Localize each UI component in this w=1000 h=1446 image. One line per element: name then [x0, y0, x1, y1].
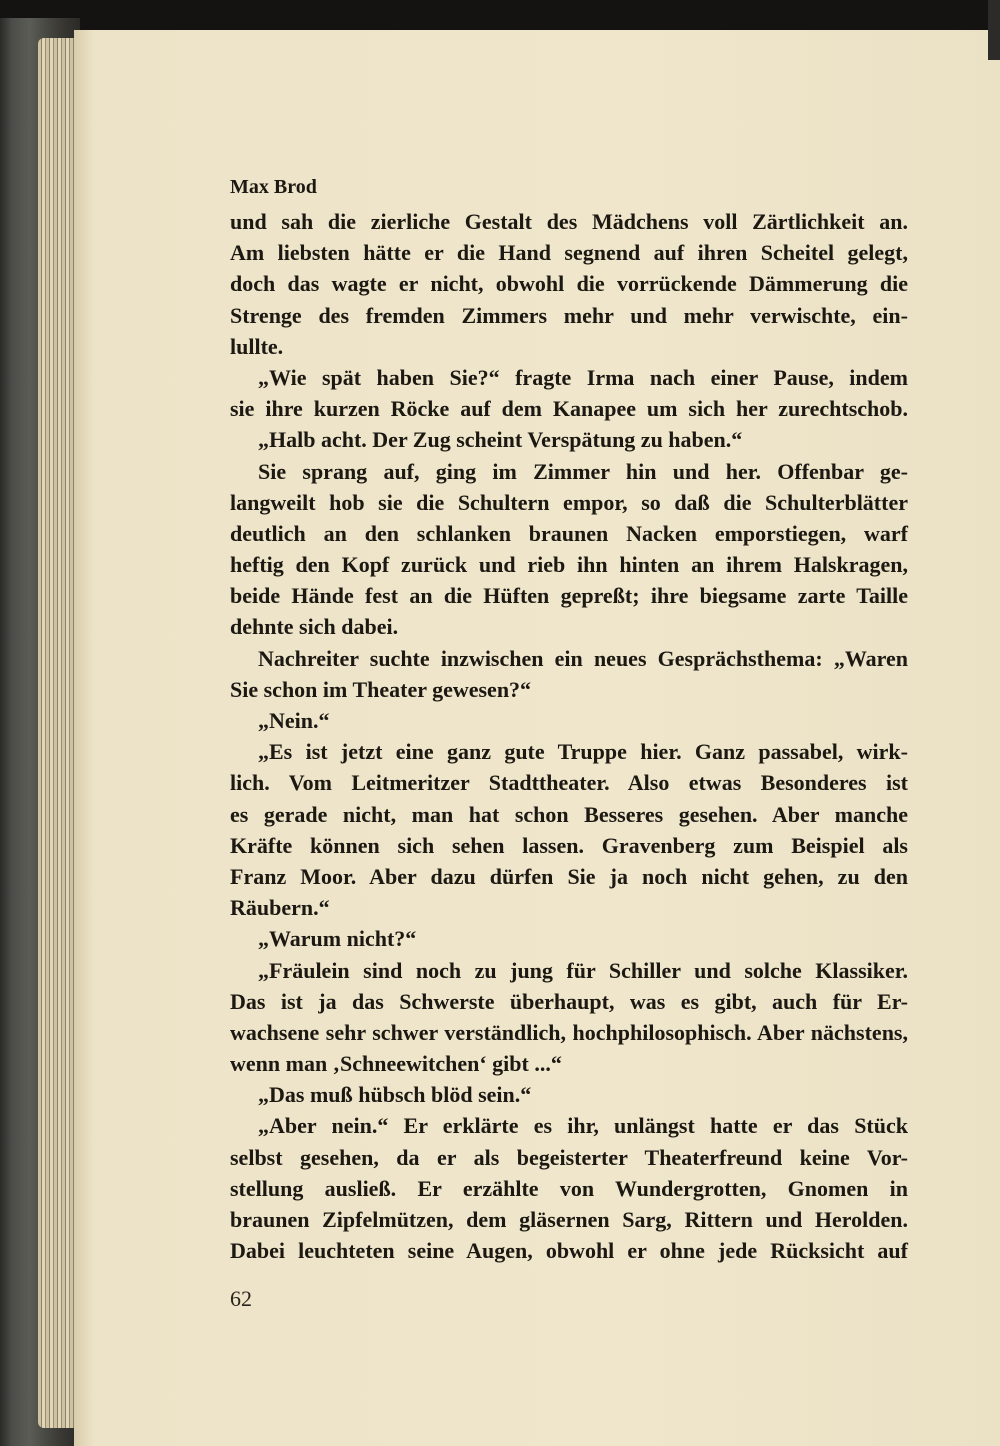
page-text [230, 173, 908, 1266]
text-line: Sie schon im Theater gewesen?“ [230, 676, 532, 702]
text-line: dehnte sich dabei. [230, 614, 399, 640]
running-head: Max Brod [230, 176, 317, 198]
text-line: und sah die zierliche Gestalt des Mädchens voll Zärtlichkeit an. [230, 209, 908, 234]
text-line: Am liebsten hätte er die Hand segnend auf ihren Scheitel gelegt, [230, 240, 908, 266]
text-line: lich. Vom Leitmeritzer Stadttheater. Also etwas Besonderes ist [230, 770, 908, 796]
text-line: lullte. [230, 333, 284, 359]
text-line: Das ist ja das Schwerste überhaupt, was es gibt, auch für Er- [230, 988, 908, 1014]
text-line: sie ihre kurzen Röcke auf dem Kanapee um sich her zurechtschob. [230, 396, 908, 422]
text-line: wenn man ‚Schneewitchen‘ gibt ...“ [230, 1051, 562, 1077]
text-line: „Nein.“ [258, 708, 330, 733]
text-line: „Halb acht. Der Zug scheint Verspätung zu haben.“ [258, 427, 743, 453]
body-text [230, 206, 908, 1266]
text-line: doch das wagte er nicht, obwohl die vorrückende Dämmerung die [230, 271, 908, 297]
text-line: „Das muß hübsch blöd sein.“ [258, 1082, 532, 1108]
text-line: Sie sprang auf, ging im Zimmer hin und her. Offenbar ge- [258, 458, 908, 484]
text-line: „Aber nein.“ Er erklärte es ihr, unlängst hatte er das Stück [258, 1113, 908, 1139]
text-line: langweilt hob sie die Schultern empor, so daß die Schulterblätter [230, 489, 908, 515]
scan-border-top [0, 0, 1000, 30]
text-line: braunen Zipfelmützen, dem gläsernen Sarg, Rittern und Herolden. [230, 1207, 908, 1232]
page-number: 62 [230, 1286, 252, 1311]
text-line: stellung ausließ. Er erzählte von Wundergrotten, Gnomen in [230, 1175, 908, 1201]
text-line: beide Hände fest an die Hüften gepreßt; ihre biegsame zarte Taille [230, 583, 908, 609]
text-line: „Es ist jetzt eine ganz gute Truppe hier. Ganz passabel, wirk- [258, 739, 908, 765]
text-line: Franz Moor. Aber dazu dürfen Sie ja noch nicht gehen, zu den [230, 863, 908, 889]
text-line: „Wie spät haben Sie?“ fragte Irma nach einer Pause, indem [258, 364, 908, 390]
text-line: Strenge des fremden Zimmers mehr und mehr verwischte, ein- [230, 302, 908, 328]
text-line: es gerade nicht, man hat schon Besseres gesehen. Aber manche [230, 801, 908, 827]
text-line: heftig den Kopf zurück und rieb ihn hinten an ihrem Halskragen, [230, 552, 908, 578]
text-line: Kräfte können sich sehen lassen. Gravenberg zum Beispiel als [230, 832, 908, 858]
text-line: „Fräulein sind noch zu jung für Schiller und solche Klassiker. [258, 957, 908, 983]
text-line: Räubern.“ [230, 895, 330, 921]
text-line: „Warum nicht?“ [258, 926, 417, 952]
text-line: Nachreiter suchte inzwischen ein neues Gesprächsthema: „Waren [258, 645, 908, 671]
text-line: selbst gesehen, da er als begeisterter Theaterfreund keine Vor- [230, 1144, 908, 1170]
text-line: wachsene sehr schwer verständlich, hochphilosophisch. Aber nächstens, [230, 1019, 908, 1045]
text-line: deutlich an den schlanken braunen Nacken emporstiegen, warf [230, 520, 908, 546]
scan-border-right [988, 0, 1000, 60]
text-line: Dabei leuchteten seine Augen, obwohl er ohne jede Rücksicht auf [230, 1238, 908, 1264]
